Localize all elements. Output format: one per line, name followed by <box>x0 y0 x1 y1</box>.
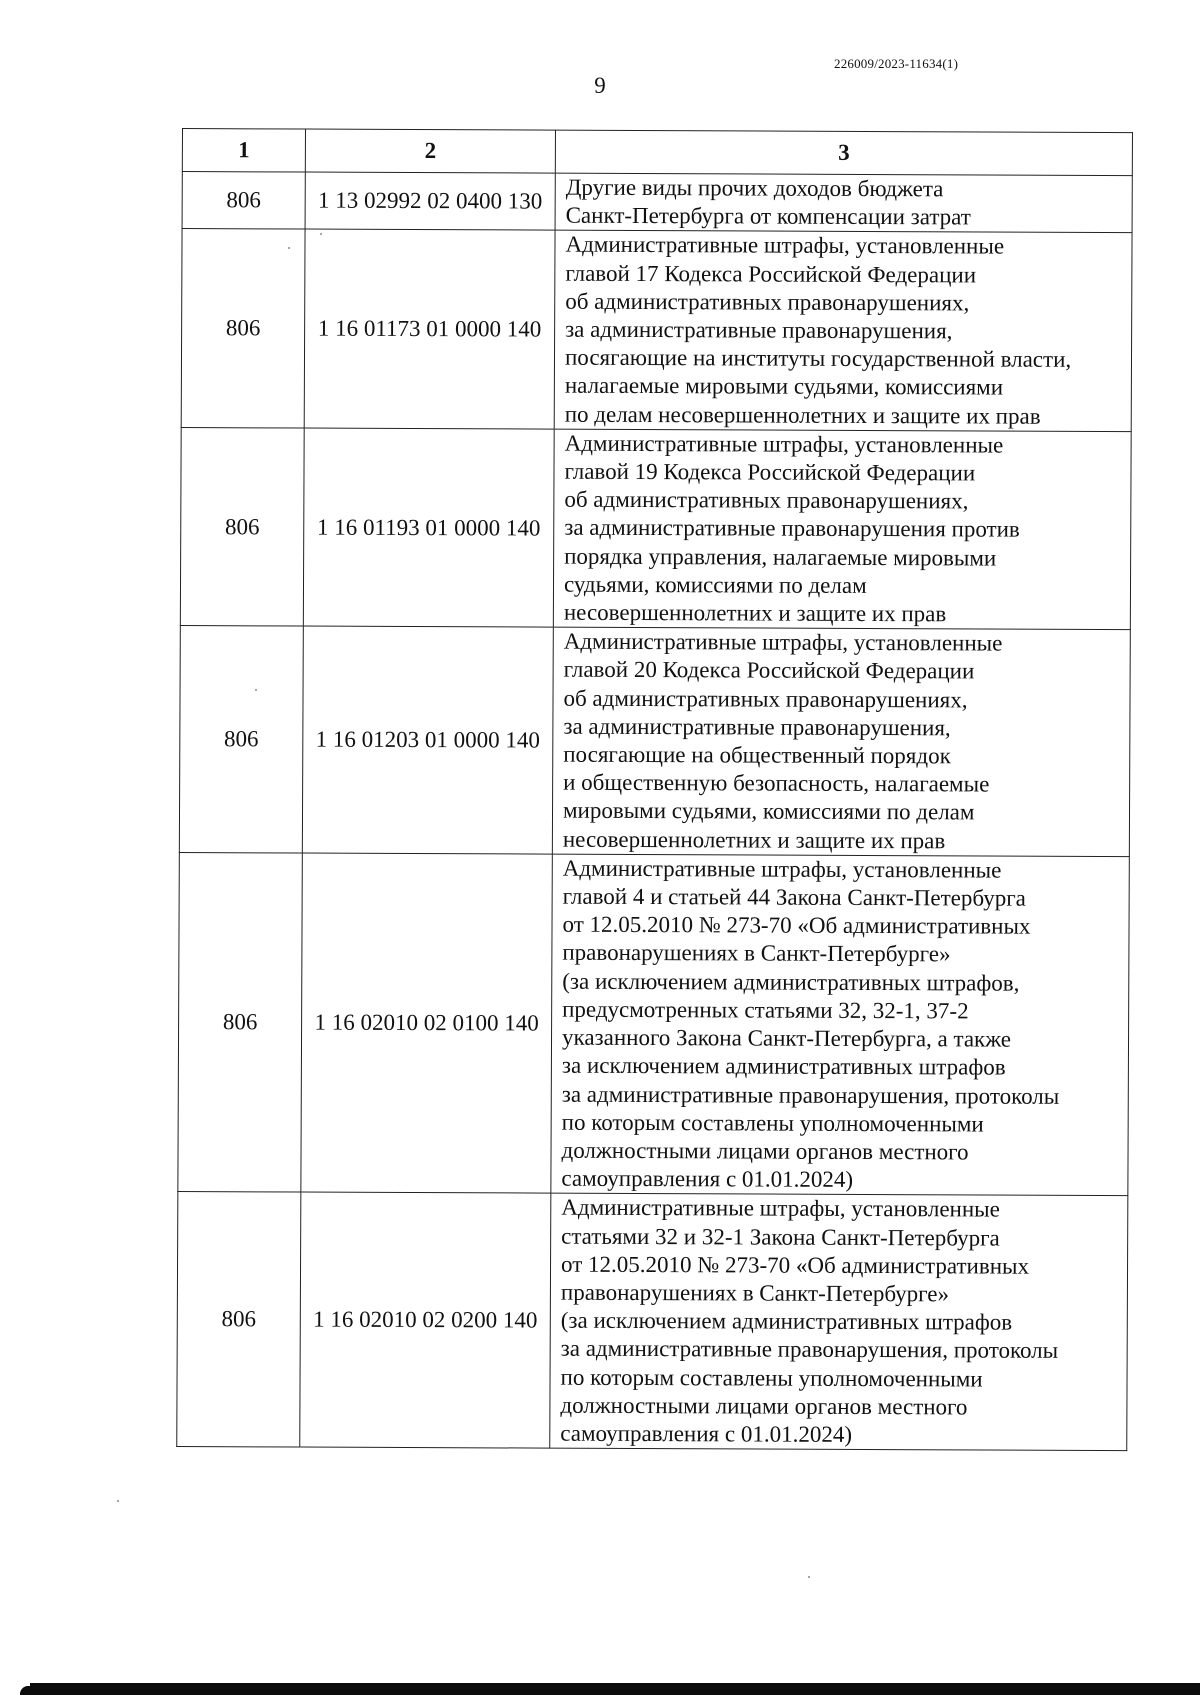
description-cell: Административные штрафы, установленные главой 19 Кодекса Российской Федерации об административных правонарушениях, за административные правонарушения против порядка управления, налагаемые мировыми судьями, комиссиями по делам несовершеннолетних и защите их прав <box>553 429 1131 630</box>
kbk-code-cell: 1 16 01193 01 0000 140 <box>303 428 554 628</box>
column-header-1: 1 <box>182 129 305 173</box>
table-row <box>178 852 1129 1196</box>
table-row <box>177 1192 1128 1451</box>
table-row <box>179 626 1130 857</box>
table-row <box>182 172 1132 234</box>
table-row <box>181 229 1132 432</box>
scan-speck <box>255 689 257 691</box>
scan-speck <box>808 1576 810 1578</box>
revenue-codes-table <box>176 128 1133 1451</box>
admin-code-cell: 806 <box>177 1192 301 1447</box>
kbk-code-cell: 1 16 01173 01 0000 140 <box>304 229 555 429</box>
kbk-code-cell: 1 16 01203 01 0000 140 <box>302 626 553 854</box>
kbk-code-cell: 1 16 02010 02 0200 140 <box>300 1192 551 1448</box>
description-cell: Административные штрафы, установленные главой 4 и статьей 44 Закона Санкт-Петербурга от 12.05.2010 № 273-70 «Об административных правонарушениях в Санкт-Петербурге» (за исключением административных штрафов, предусмотренных статьями 32, 32-1, 37-2 указанного Закона Санкт-Петербурга, а также за исключением административных штрафов за административные правонарушения, протоколы по которым составлены уполномоченными должностными лицами органов местного самоуправления с 01.01.2024) <box>551 854 1129 1196</box>
column-header-3: 3 <box>555 130 1132 176</box>
admin-code-cell: 806 <box>181 229 305 428</box>
description-cell: Административные штрафы, установленные главой 20 Кодекса Российской Федерации об административных правонарушениях, за административные правонарушения, посягающие на общественный порядок и общественную безопасность, налагаемые мировыми судьями, комиссиями по делам несовершеннолетних и защите их прав <box>552 627 1130 856</box>
admin-code-cell: 806 <box>179 626 303 853</box>
table-header-row <box>182 129 1132 176</box>
description-cell: Другие виды прочих доходов бюджета Санкт-Петербурга от компенсации затрат <box>555 173 1132 233</box>
admin-code-cell: 806 <box>180 427 304 626</box>
admin-code-cell: 806 <box>178 852 302 1192</box>
description-cell: Административные штрафы, установленные главой 17 Кодекса Российской Федерации об административных правонарушениях, за административные правонарушения, посягающие на институты государственной власти, налагаемые мировыми судьями, комиссиями по делам несовершеннолетних и защите их прав <box>554 231 1132 432</box>
table-row <box>180 427 1131 630</box>
document-registration-number: 226009/2023-11634(1) <box>834 56 959 71</box>
column-header-2: 2 <box>305 129 555 173</box>
admin-code-cell: 806 <box>182 172 305 230</box>
scan-speck <box>288 247 290 249</box>
kbk-code-cell: 1 16 02010 02 0100 140 <box>301 853 552 1194</box>
page-number: 9 <box>594 73 606 98</box>
description-cell: Административные штрафы, установленные статьями 32 и 32-1 Закона Санкт-Петербурга от 12.05.2010 № 273-70 «Об административных правонарушениях в Санкт-Петербурге» (за исключением административных штрафов за административные правонарушения, протоколы по которым составлены уполномоченными должностными лицами органов местного самоуправления с 01.01.2024) <box>550 1193 1128 1450</box>
scan-edge-bar <box>30 1683 1200 1695</box>
kbk-code-cell: 1 13 02992 02 0400 130 <box>305 172 555 230</box>
scan-speck <box>117 1500 119 1502</box>
scan-speck <box>320 233 322 235</box>
